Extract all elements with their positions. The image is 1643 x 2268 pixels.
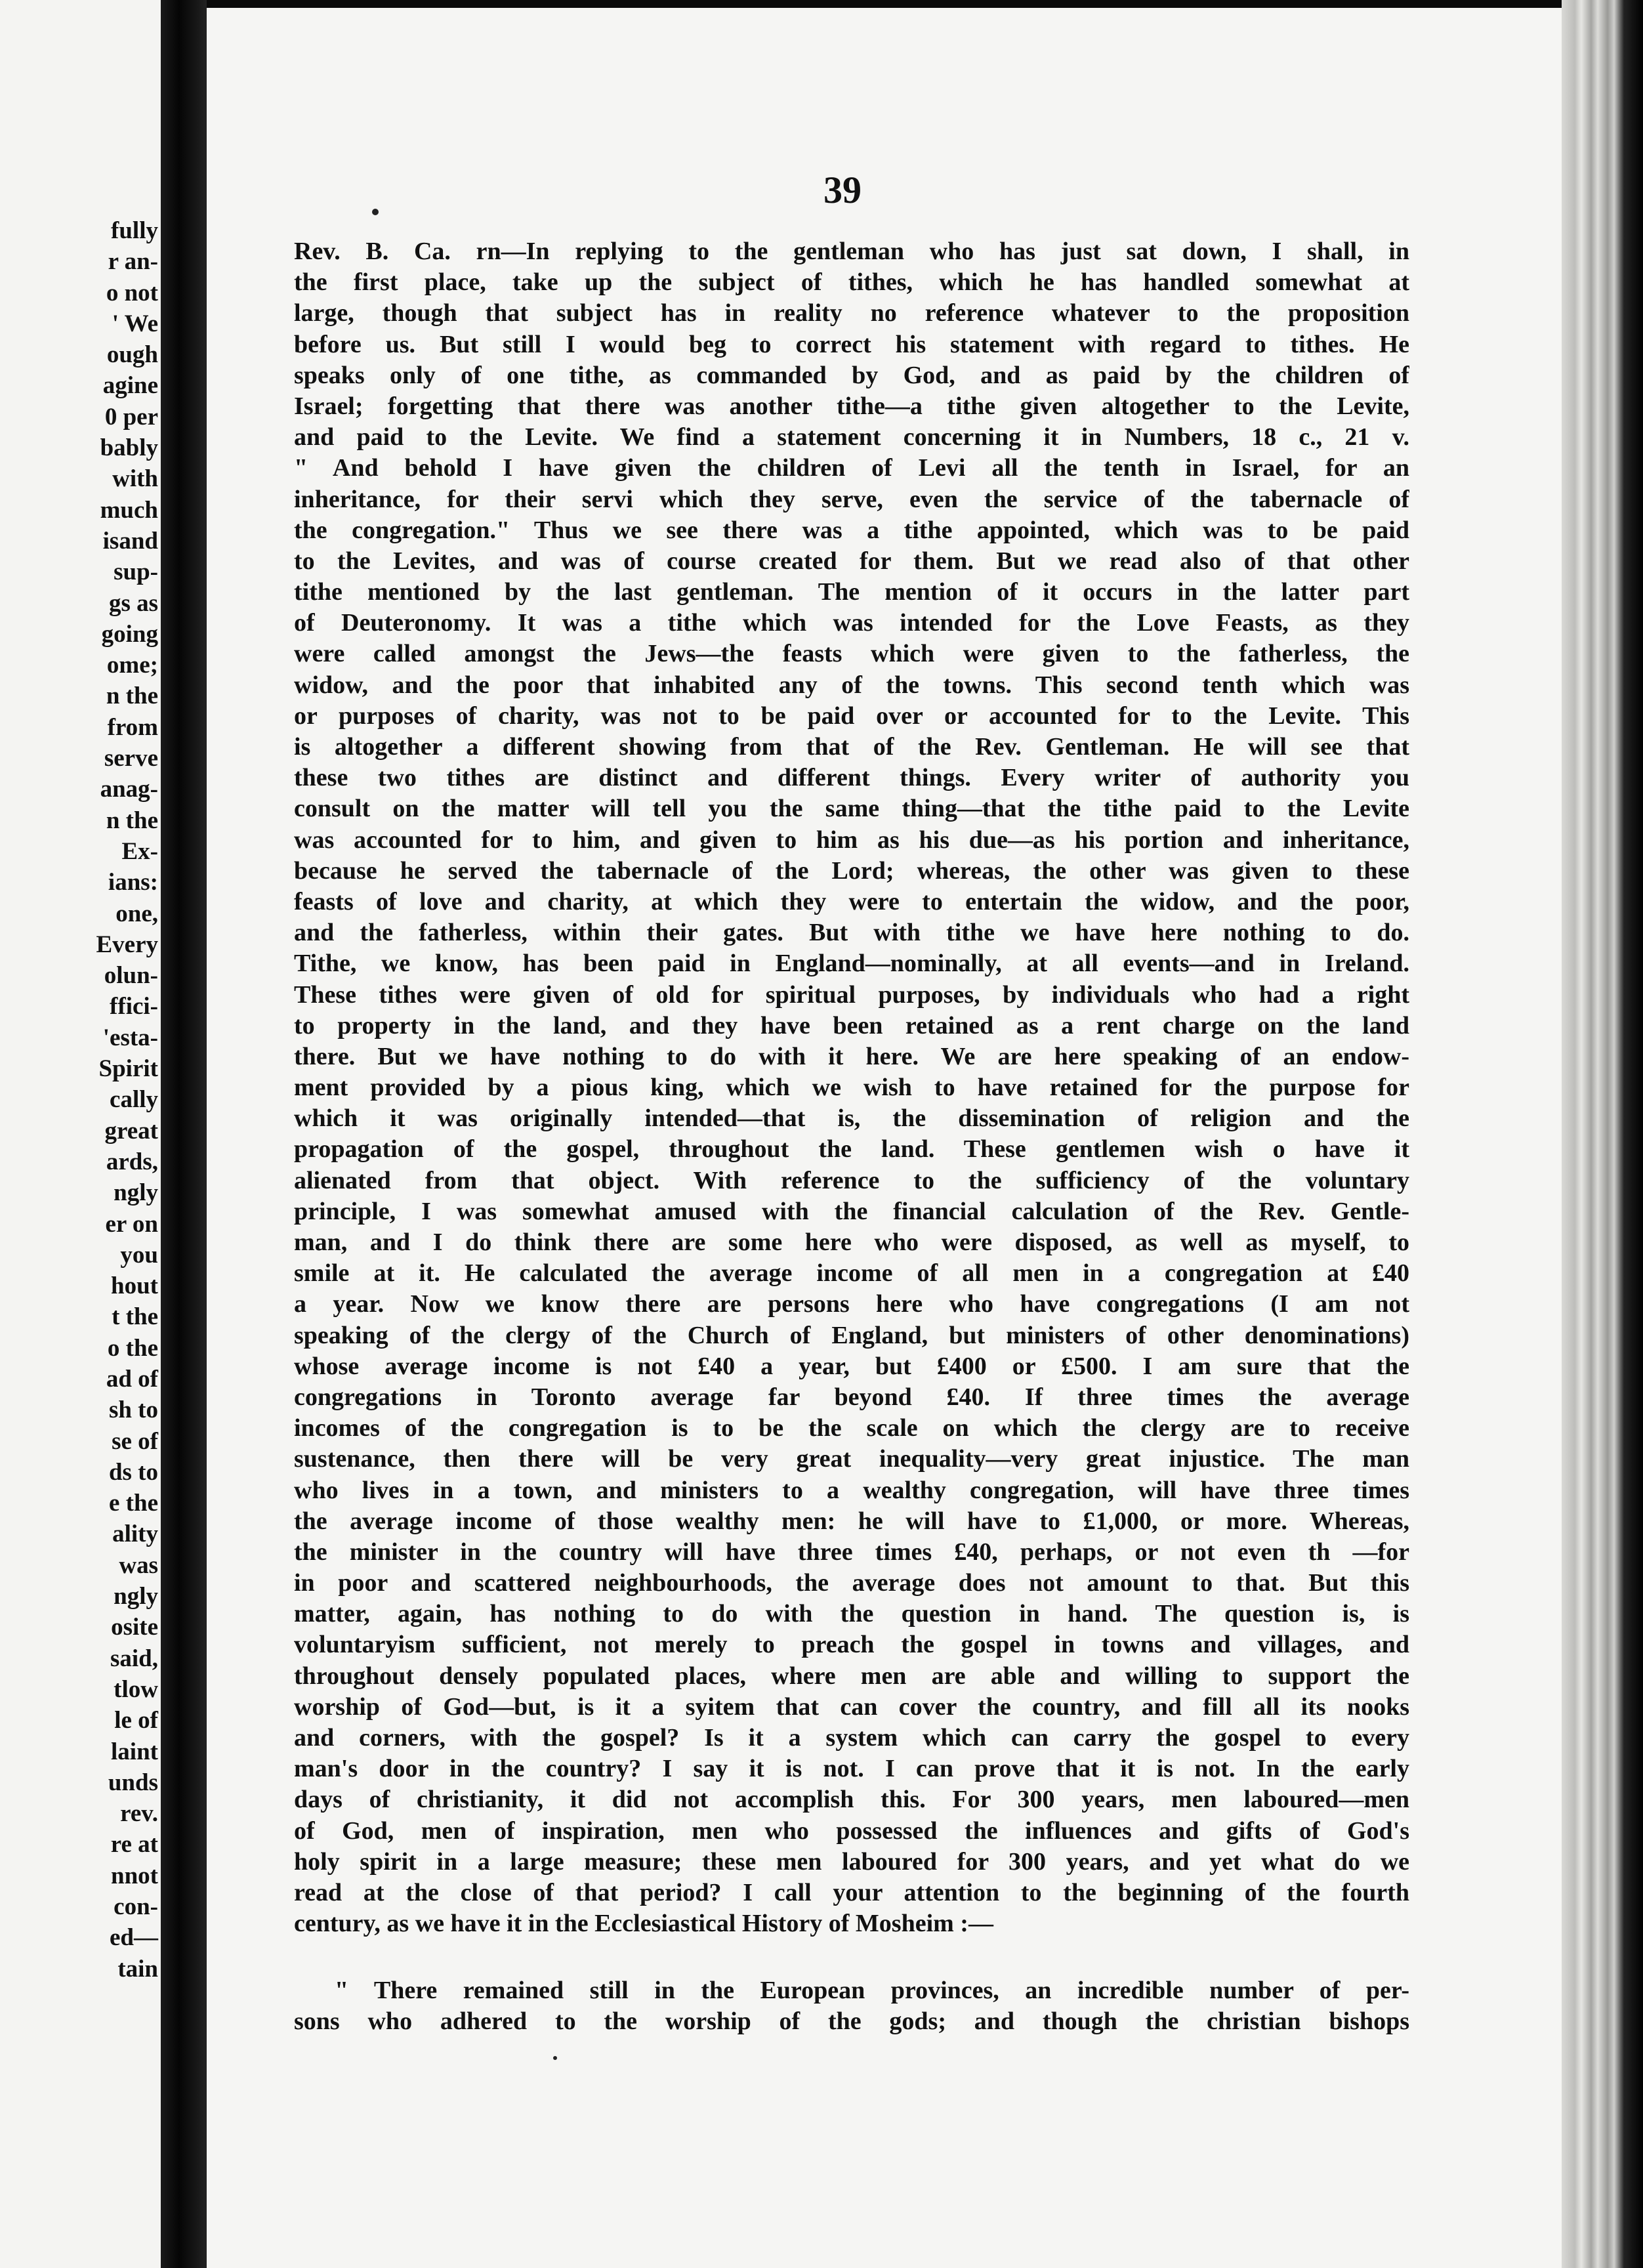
text-line: in poor and scattered neighbourhoods, the average does not amount to that. But this (294, 1569, 1409, 1597)
left-page-line: hout (111, 1272, 158, 1300)
page-number: 39 (823, 169, 862, 211)
left-page-fragment (0, 0, 161, 2268)
left-page-line: ality (112, 1521, 158, 1548)
left-page-line: r an- (108, 248, 158, 276)
left-page-line: n the (106, 682, 158, 710)
left-page-line: ffici- (110, 993, 158, 1020)
text-line: ment provided by a pious king, which we wish to have retained for the purpose for (294, 1074, 1409, 1102)
left-page-line: tain (117, 1955, 158, 1983)
left-page-line: Every (96, 931, 158, 958)
left-page-line: sh to (108, 1396, 158, 1424)
left-page-line: cally (110, 1086, 158, 1114)
text-line: speaking of the clergy of the Church of England, but ministers of other denominations) (294, 1321, 1409, 1349)
left-page-line: rev. (120, 1800, 158, 1828)
text-line: tithe mentioned by the last gentleman. The mention of it occurs in the latter part (294, 578, 1409, 606)
text-line: the average income of those wealthy men: he will have to £1,000, or more. Whereas, (294, 1507, 1409, 1535)
left-page-line: 0 per (104, 403, 158, 430)
left-page-line: from (107, 713, 158, 741)
left-page-line: e the (109, 1490, 158, 1517)
left-page-line: laint (111, 1738, 158, 1765)
text-line: there. But we have nothing to do with it here. We are here speaking of an endow- (294, 1042, 1409, 1070)
text-line: whose average income is not £40 a year, but £400 or £500. I am sure that the (294, 1352, 1409, 1380)
left-page-line: o not (106, 279, 158, 306)
text-line: or purposes of charity, was not to be paid over or accounted for to the Levite. This (294, 702, 1409, 730)
left-page-line: ough (106, 341, 158, 369)
quote-line: " There remained still in the European provinces, an incredible number of per- (335, 1977, 1409, 2004)
text-line: is altogether a different showing from that of the Rev. Gentleman. He will see that (294, 733, 1409, 761)
left-page-line: you (120, 1241, 158, 1269)
text-line: of Deuteronomy. It was a tithe which was intended for the Love Feasts, as they (294, 609, 1409, 637)
text-line: which it was originally intended—that is, the dissemination of religion and the (294, 1104, 1409, 1133)
left-page-line: said, (110, 1645, 158, 1672)
left-page-line: se of (112, 1427, 158, 1455)
text-line: man's door in the country? I say it is not. I can prove that it is not. In the early (294, 1755, 1409, 1783)
text-line: feasts of love and charity, at which they were to entertain the widow, and the poor, (294, 887, 1409, 915)
left-page-line: serve (104, 745, 158, 772)
text-line: These tithes were given of old for spiritual purposes, by individuals who had a right (294, 980, 1409, 1009)
left-page-line: much (100, 496, 158, 524)
text-line: large, though that subject has in reality no reference whatever to the proposition (294, 299, 1409, 327)
text-line: the first place, take up the subject of tithes, which he has handled somewhat at (294, 268, 1409, 297)
text-line: was accounted for to him, and given to him as his due—as his portion and inheritance, (294, 826, 1409, 854)
text-line: were called amongst the Jews—the feasts which were given to the fatherless, the (294, 640, 1409, 668)
text-line: days of christianity, it did not accomplish this. For 300 years, men laboured—men (294, 1786, 1409, 1814)
text-line: throughout densely populated places, where men are able and willing to support the (294, 1662, 1409, 1690)
left-page-line: Spirit (98, 1055, 158, 1083)
text-line: matter, again, has nothing to do with the question in hand. The question is, is (294, 1600, 1409, 1628)
text-line: principle, I was somewhat amused with the financial calculation of the Rev. Gentle- (294, 1197, 1409, 1225)
left-page-line: gs as (108, 589, 158, 617)
left-page-line: one, (115, 900, 158, 927)
left-page-line: 'esta- (102, 1024, 158, 1051)
left-page-line: with (112, 465, 158, 493)
ink-speck (553, 2056, 557, 2060)
left-page-line: ds to (108, 1458, 158, 1486)
left-page-line: anag- (100, 776, 158, 803)
left-page-line: le of (114, 1707, 158, 1734)
left-page-line: o the (107, 1334, 158, 1362)
left-page-line: agine (102, 372, 158, 400)
text-line: inheritance, for their servi which they serve, even the service of the tabernacle of (294, 485, 1409, 513)
text-line: a year. Now we know there are persons here who have congregations (I am not (294, 1290, 1409, 1318)
text-line: holy spirit in a large measure; these men laboured for 300 years, and yet what do we (294, 1847, 1409, 1876)
text-line: the minister in the country will have three times £40, perhaps, or not even th —for (294, 1538, 1409, 1566)
text-line: these two tithes are distinct and different things. Every writer of authority you (294, 764, 1409, 792)
quotation-block (294, 1975, 1409, 2037)
ink-speck (372, 209, 379, 215)
left-page-line: osite (111, 1614, 158, 1641)
left-page-line: great (104, 1117, 158, 1144)
book-gutter (161, 0, 207, 2268)
left-page-line: con- (114, 1893, 158, 1921)
left-page-line: olun- (104, 962, 158, 990)
left-page-line: n the (106, 807, 158, 834)
left-page-line: ed— (110, 1924, 158, 1952)
text-line: Tithe, we know, has been paid in England—nominally, at all events—and in Ireland. (294, 950, 1409, 978)
text-line: who lives in a town, and ministers to a wealthy congregation, will have three times (294, 1476, 1409, 1504)
left-page-line: er on (105, 1210, 158, 1238)
text-line: because he served the tabernacle of the Lord; whereas, the other was given to these (294, 856, 1409, 885)
text-line: century, as we have it in the Ecclesiastical History of Mosheim :— (294, 1910, 993, 1938)
text-line: to property in the land, and they have been retained as a rent charge on the land (294, 1011, 1409, 1040)
top-shadow (207, 0, 1562, 8)
left-page-line: unds (108, 1769, 158, 1796)
text-line: of God, men of inspiration, men who possessed the influences and gifts of God's (294, 1816, 1409, 1845)
text-line: read at the close of that period? I call your attention to the beginning of the fourth (294, 1878, 1409, 1906)
text-line: alienated from that object. With reference to the sufficiency of the voluntary (294, 1166, 1409, 1194)
left-page-text-column (0, 215, 161, 1984)
left-page-line: nnot (111, 1862, 158, 1889)
left-page-line: ome; (106, 652, 158, 679)
left-page-line: Ex- (121, 837, 158, 865)
left-page-line: was (119, 1551, 158, 1579)
text-line: incomes of the congregation is to be the scale on which the clergy are to receive (294, 1414, 1409, 1442)
body-paragraph (294, 236, 1409, 1939)
text-line: to the Levites, and was of course created for them. But we read also of that other (294, 547, 1409, 575)
text-line: consult on the matter will tell you the same thing—that the tithe paid to the Levite (294, 795, 1409, 823)
left-page-line: ians: (108, 869, 158, 896)
text-line: widow, and the poor that inhabited any of the towns. This second tenth which was (294, 671, 1409, 699)
text-line: and corners, with the gospel? Is it a system which can carry the gospel to every (294, 1724, 1409, 1752)
left-page-line: isand (102, 527, 158, 555)
text-line: and the fatherless, within their gates. But with tithe we have here nothing to do. (294, 919, 1409, 947)
left-page-line: ngly (114, 1179, 158, 1207)
text-line: before us. But still I would beg to correct his statement with regard to tithes. He (294, 330, 1409, 358)
text-line: congregations in Toronto average far beyond £40. If three times the average (294, 1383, 1409, 1411)
left-page-line: re at (110, 1831, 158, 1858)
left-page-line: ' We (112, 310, 158, 337)
text-line: speaks only of one tithe, as commanded by God, and as paid by the children of (294, 361, 1409, 389)
text-line: " And behold I have given the children of Levi all the tenth in Israel, for an (294, 454, 1409, 482)
left-page-line: ards, (106, 1148, 158, 1175)
left-page-line: sup- (114, 558, 158, 586)
text-line: smile at it. He calculated the average income of all men in a congregation at £40 (294, 1259, 1409, 1288)
text-line: sustenance, then there will be very great inequality—very great injustice. The man (294, 1445, 1409, 1473)
left-page-line: tlow (114, 1675, 158, 1703)
left-page-line: fully (111, 217, 158, 244)
quote-line: sons who adhered to the worship of the gods; and though the christian bishops (294, 2007, 1409, 2036)
left-page-line: going (101, 620, 158, 648)
text-line: voluntaryism sufficient, not merely to preach the gospel in towns and villages, and (294, 1631, 1409, 1659)
text-line: Israel; forgetting that there was another tithe—a tithe given altogether to the Levite, (294, 392, 1409, 420)
text-line: Rev. B. Ca. rn—In replying to the gentleman who has just sat down, I shall, in (294, 238, 1409, 265)
left-page-line: bably (100, 434, 158, 462)
text-line: the congregation." Thus we see there was a tithe appointed, which was to be paid (294, 516, 1409, 544)
text-line: and paid to the Levite. We find a statement concerning it in Numbers, 18 c., 21 v. (294, 423, 1409, 452)
text-line: worship of God—but, is it a syitem that can cover the country, and fill all its nooks (294, 1692, 1409, 1721)
left-page-line: t the (112, 1303, 158, 1331)
text-line: propagation of the gospel, throughout the land. These gentlemen wish o have it (294, 1135, 1409, 1164)
text-line: man, and I do think there are some here who were disposed, as well as myself, to (294, 1228, 1409, 1256)
left-page-line: ad of (106, 1365, 158, 1393)
left-page-line: ngly (114, 1583, 158, 1610)
page-edge-stack (1562, 0, 1643, 2268)
